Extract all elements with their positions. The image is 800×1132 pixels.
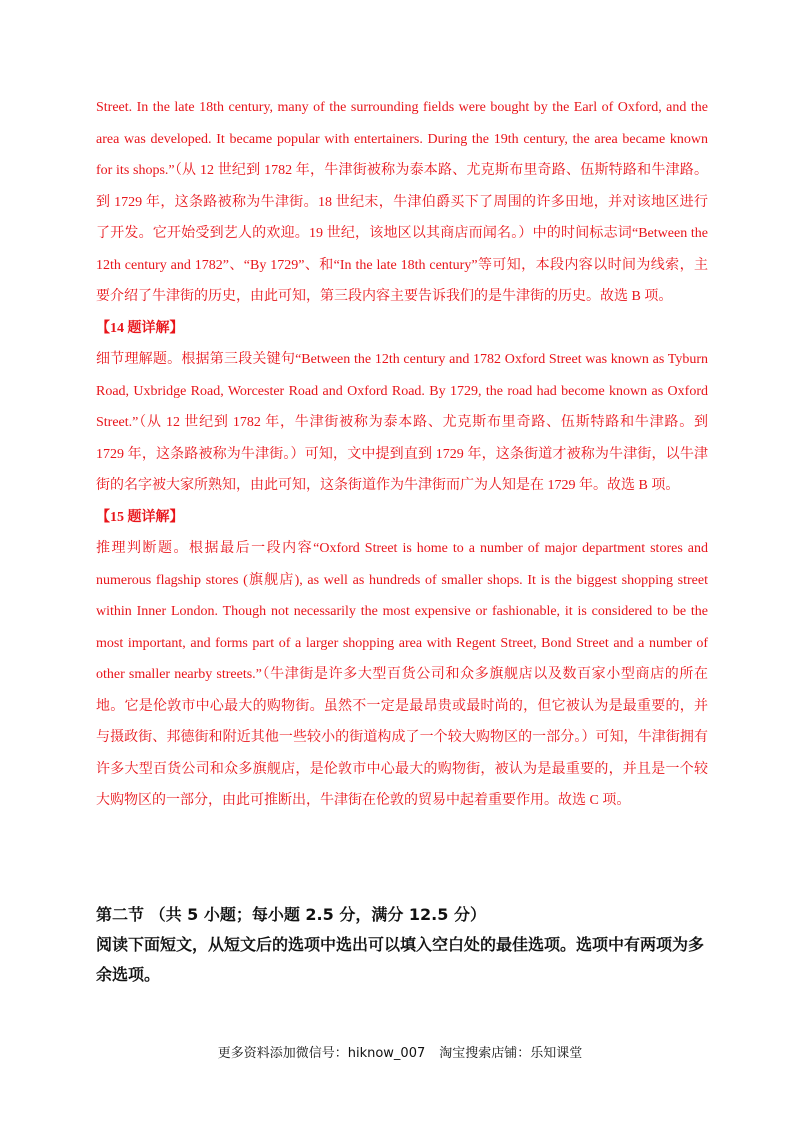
explanation-14-heading: 【14 题详解】 [96,320,184,336]
footer-wechat: 更多资料添加微信号：hiknow_007 [217,1046,426,1061]
explanation-14-body: 细节理解题。根据第三段关键句“Between the 12th century and 1782 Oxford Street was known as Tyburn Road, Uxbridge Road, Worcester Road and Oxford Road. By 1729, the road had become known as Oxford Street.”（从 12 世纪到 1782 年，牛津街被称为泰本路、尤克斯布里奇路、伍斯特路和牛津路。到 1729 年，这条路被称为牛津街。）可知，文中提到直到 1729 年，这条街道才被称为牛津街，以牛津街的名字被大家所熟知，由此可知，这条街道作为牛津街而广为人知是在 1729 年。故选 B 项。 [96,352,708,493]
section-two-instruction: 阅读下面短文，从短文后的选项中选出可以填入空白处的最佳选项。选项中有两项为多余选项。 [96,935,705,984]
page-footer [0,1042,800,1061]
explanation-13-tail: Street. In the late 18th century, many of the surrounding fields were bought by the Earl of Oxford, and the area was developed. It became popular with entertainers. During the 19th century, the area became known for its shops.”（从 12 世纪到 1782 年，牛津街被称为泰本路、尤克斯布里奇路、伍斯特路和牛津路。到 1729 年，这条路被称为牛津街。18 世纪末，牛津伯爵买下了周围的许多田地，并对该地区进行了开发。它开始受到艺人的欢迎。19 世纪，该地区以其商店而闻名。）中的时间标志词“Between the 12th century and 1782”、“By 1729”、和“In the late 18th century”等可知，本段内容以时间为线索，主要介绍了牛津街的历史，由此可知，第三段内容主要告诉我们的是牛津街的历史。故选 B 项。 [96,100,708,304]
explanation-15-heading: 【15 题详解】 [96,509,184,525]
section-two [96,900,716,990]
answer-explanations [96,92,708,817]
footer-taobao: 淘宝搜索店铺：乐知课堂 [439,1046,583,1061]
explanation-15-body: 推理判断题。根据最后一段内容“Oxford Street is home to a number of major department stores and numerous flagship stores (旗舰店), as well as hundreds of smaller shops. It is the biggest shopping street within Inner London. Though not necessarily the most expensive or fashionable, it is considered to be the most important, and forms part of a larger shopping area with Regent Street, Bond Street and a number of other smaller nearby streets.”（牛津街是许多大型百货公司和众多旗舰店以及数百家小型商店的所在地。它是伦敦市中心最大的购物街。虽然不一定是最昂贵或最时尚的，但它被认为是最重要的，并与摄政街、邦德街和附近其他一些较小的街道构成了一个较大购物区的一部分。）可知，牛津街拥有许多大型百货公司和众多旗舰店，是伦敦市中心最大的购物街，被认为是最重要的，并且是一个较大购物区的一部分，由此可推断出，牛津街在伦敦的贸易中起着重要作用。故选 C 项。 [96,541,708,808]
section-two-title: 第二节 （共 5 小题；每小题 2.5 分，满分 12.5 分） [96,905,486,924]
